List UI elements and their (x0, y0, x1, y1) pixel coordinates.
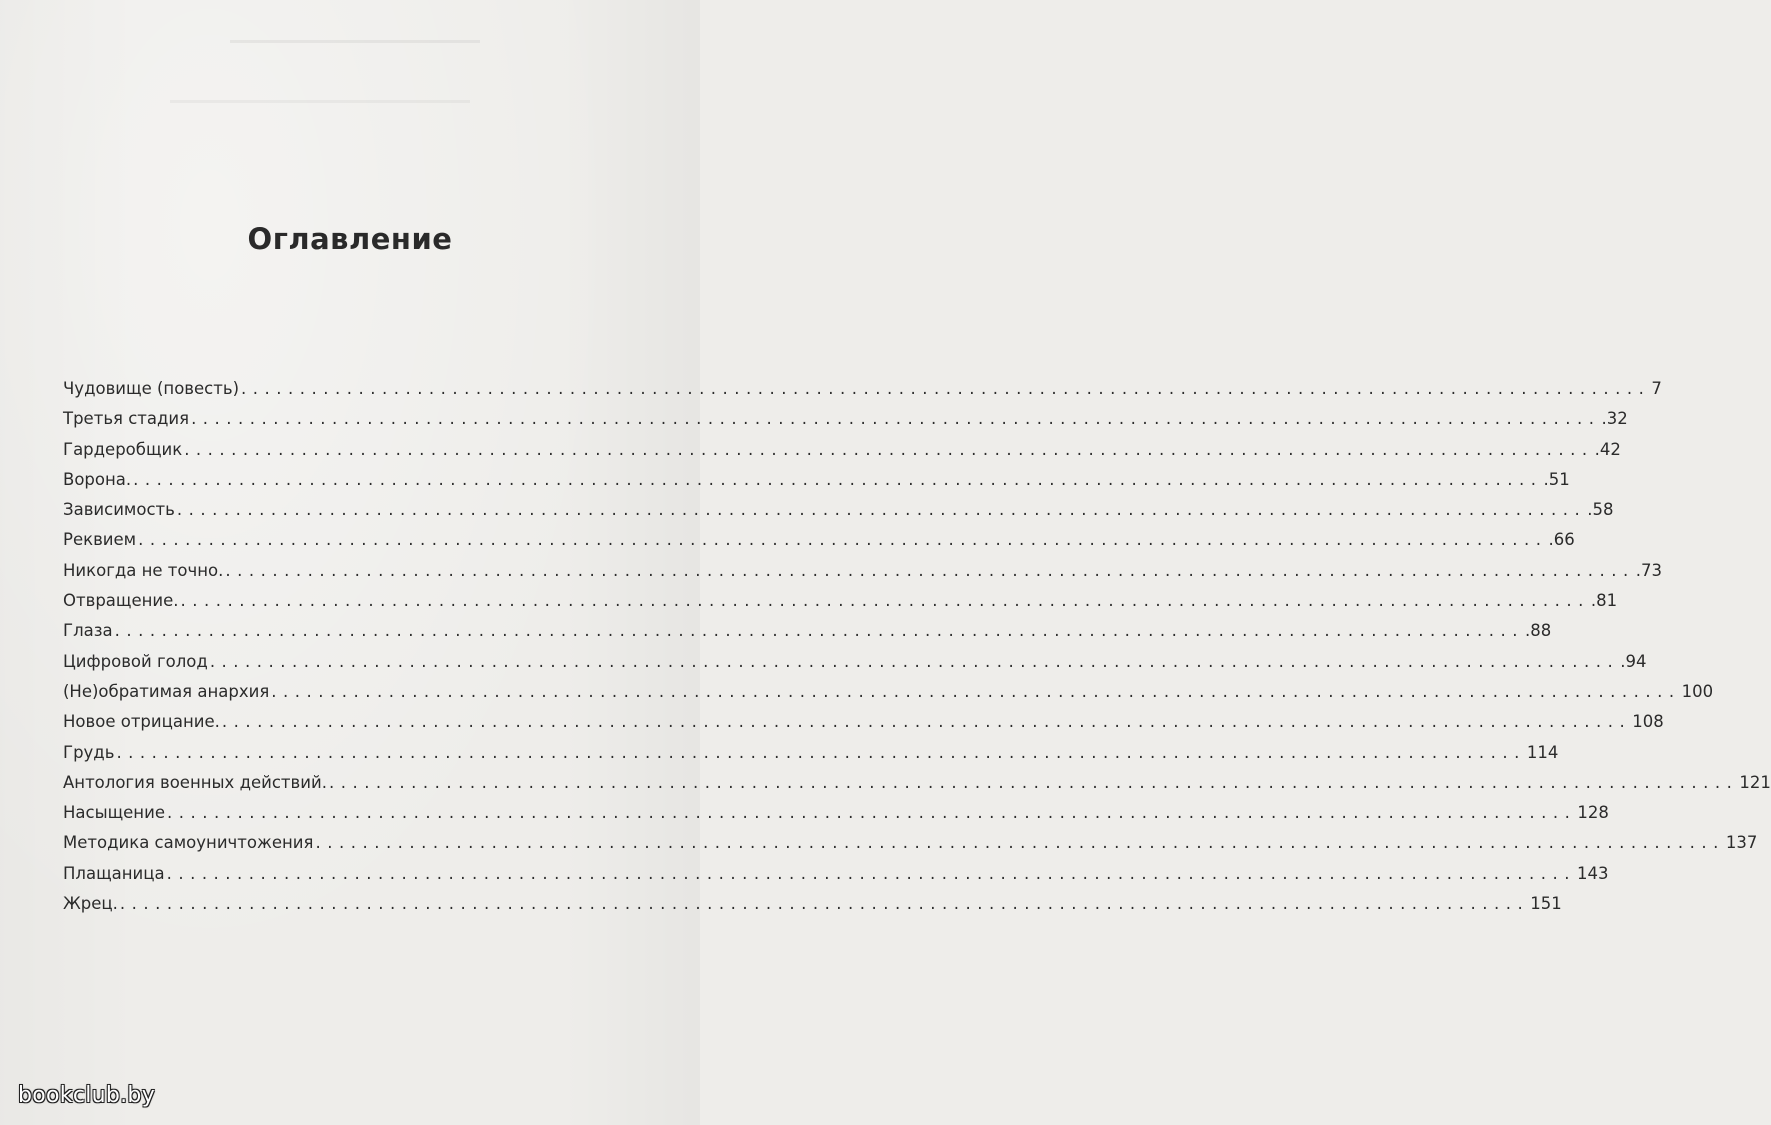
toc-entry (63, 677, 1714, 707)
toc-entry (63, 647, 1647, 677)
toc-entry (63, 889, 1562, 919)
toc-entry-page: .42 (1594, 439, 1621, 459)
bleed-through-texture (170, 100, 470, 103)
toc-entry (63, 738, 1559, 768)
toc-entry-page: 100 (1681, 681, 1714, 701)
toc-entry-page: .88 (1525, 621, 1552, 641)
toc-entry (63, 616, 1552, 646)
dot-leader: ........................................................................................................................ (328, 772, 1739, 792)
toc-entry-title: (Не)обратимая анархия (63, 681, 270, 701)
toc-entry-page: .73 (1635, 560, 1663, 580)
dot-leader: ........................................................................................................................ (241, 379, 1651, 398)
dot-leader: ........................................................................................................................ (166, 863, 1576, 883)
toc-entry-title: Глаза (63, 621, 113, 641)
bleed-through-texture (230, 40, 480, 43)
toc-entry-title: Ворона. (63, 469, 132, 489)
dot-leader: ........................................................................................................................ (191, 409, 1601, 429)
toc-entry-title: Отвращение. (63, 591, 179, 611)
dot-leader: ........................................................................................................................ (133, 469, 1543, 489)
toc-entry-title: Антология военных действий. (63, 772, 327, 792)
dot-leader: ........................................................................................................................ (116, 742, 1526, 762)
toc-entry-page: .81 (1590, 591, 1618, 611)
toc-entry (63, 465, 1570, 495)
toc-entry-title: Третья стадия (63, 409, 190, 429)
dot-leader: ........................................................................................................................ (176, 500, 1587, 520)
dot-leader: ........................................................................................................................ (119, 894, 1530, 914)
toc-entry-title: Чудовище (повесть) (63, 379, 240, 398)
toc-entry (63, 586, 1618, 616)
toc-entry (63, 768, 1771, 798)
dot-leader: ........................................................................................................................ (271, 681, 1681, 701)
toc-entry-title: Насыщение (63, 803, 165, 823)
toc-entry (63, 828, 1758, 858)
page-title: Оглавление (247, 222, 453, 256)
toc-entry-page: 137 (1725, 833, 1758, 853)
toc-entry (63, 435, 1621, 465)
table-of-contents (63, 374, 1771, 919)
toc-entry-title: Плащаница (63, 863, 165, 883)
toc-entry (63, 556, 1663, 586)
toc-entry (63, 798, 1609, 828)
toc-entry-page: .94 (1620, 651, 1647, 671)
toc-entry (63, 404, 1628, 434)
dot-leader: ........................................................................................................................ (114, 621, 1524, 641)
toc-entry-title: Жрец. (63, 894, 118, 914)
toc-entry (63, 525, 1575, 555)
toc-entry-title: Никогда не точно. (63, 560, 224, 580)
toc-entry-title: Новое отрицание. (63, 712, 220, 732)
dot-leader: ........................................................................................................................ (225, 560, 1635, 580)
toc-entry-page: 121 (1739, 772, 1771, 792)
dot-leader: ........................................................................................................................ (221, 712, 1632, 732)
dot-leader: ........................................................................................................................ (184, 439, 1594, 459)
toc-entry-page: .51 (1543, 469, 1570, 489)
toc-entry-page: .32 (1601, 409, 1628, 429)
watermark: bookclub.by (18, 1083, 156, 1108)
dot-leader: ........................................................................................................................ (315, 833, 1725, 853)
toc-entry (63, 707, 1664, 737)
toc-entry-title: Методика самоуничтожения (63, 833, 314, 853)
toc-entry-page: .58 (1587, 500, 1614, 520)
toc-entry (63, 374, 1662, 404)
toc-entry-page: 143 (1576, 863, 1609, 883)
toc-entry-title: Гардеробщик (63, 439, 183, 459)
dot-leader: ........................................................................................................................ (138, 530, 1548, 550)
toc-entry-title: Грудь (63, 742, 115, 762)
toc-entry-page: .66 (1548, 530, 1575, 550)
toc-entry-title: Реквием (63, 530, 137, 550)
toc-entry-page: 7 (1651, 379, 1662, 398)
toc-entry-page: 128 (1577, 803, 1609, 823)
dot-leader: ........................................................................................................................ (166, 803, 1577, 823)
dot-leader: ........................................................................................................................ (209, 651, 1620, 671)
toc-entry-title: Зависимость (63, 500, 175, 520)
toc-entry-page: 108 (1632, 712, 1664, 732)
dot-leader: ........................................................................................................................ (180, 591, 1590, 611)
toc-entry (63, 859, 1609, 889)
toc-entry-page: 151 (1530, 894, 1562, 914)
toc-entry (63, 495, 1614, 525)
toc-entry-page: 114 (1526, 742, 1559, 762)
toc-entry-title: Цифровой голод (63, 651, 208, 671)
